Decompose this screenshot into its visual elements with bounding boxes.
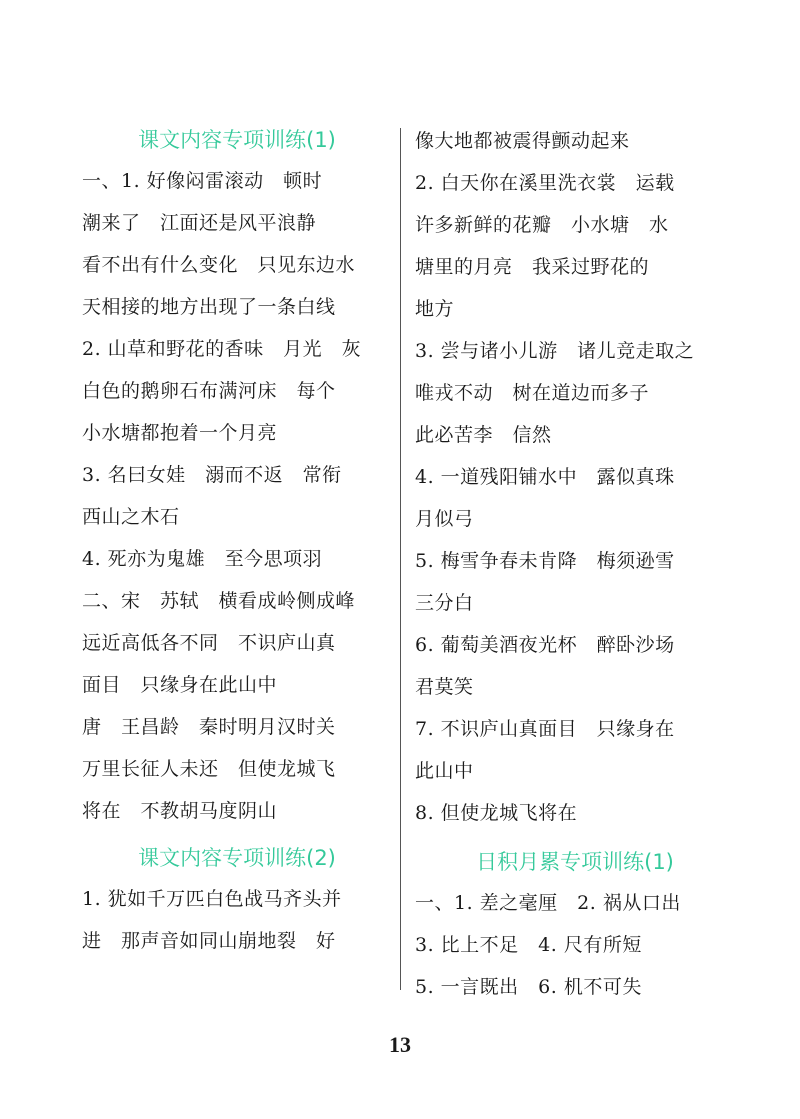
- answer-line: 3. 比上不足 4. 尺有所短: [415, 934, 642, 956]
- answer-line: 一、1. 差之毫厘 2. 祸从口出: [415, 892, 681, 914]
- answer-line: 3. 尝与诸小儿游 诸儿竞走取之: [415, 340, 695, 362]
- left-lines-1: [82, 160, 392, 832]
- answer-line: 像大地都被震得颤动起来: [415, 130, 630, 152]
- column-divider: [400, 128, 401, 990]
- section-heading-daily-accumulation: 日积月累专项训练(1): [476, 850, 674, 874]
- answer-line: 潮来了 江面还是风平浪静: [82, 212, 317, 234]
- answer-line: 5. 梅雪争春未肯降 梅须逊雪: [415, 550, 675, 572]
- answer-line: 4. 一道残阳铺水中 露似真珠: [415, 466, 675, 488]
- page-number: 13: [389, 1032, 411, 1057]
- answer-line: 3. 名曰女娃 溺而不返 常衔: [82, 464, 342, 486]
- answer-line: 塘里的月亮 我采过野花的: [415, 256, 650, 278]
- answer-line: 2. 白天你在溪里洗衣裳 运载: [415, 172, 675, 194]
- answer-line: 7. 不识庐山真面目 只缘身在: [415, 718, 675, 740]
- left-column: [82, 120, 392, 962]
- answer-line: 8. 但使龙城飞将在: [415, 802, 578, 824]
- answer-line: 远近高低各不同 不识庐山真: [82, 632, 336, 654]
- answer-line: 白色的鹅卵石布满河床 每个: [82, 380, 336, 402]
- answer-line: 地方: [415, 298, 455, 320]
- right-column: [415, 120, 735, 1008]
- answer-line: 将在 不教胡马度阴山: [82, 800, 278, 822]
- answer-line: 月似弓: [415, 508, 474, 530]
- answer-line: 6. 葡萄美酒夜光杯 醉卧沙场: [415, 634, 675, 656]
- answer-line: 天相接的地方出现了一条白线: [82, 296, 336, 318]
- answer-line: 2. 山草和野花的香味 月光 灰: [82, 338, 362, 360]
- answer-line: 看不出有什么变化 只见东边水: [82, 254, 356, 276]
- answer-line: 5. 一言既出 6. 机不可失: [415, 976, 642, 998]
- left-lines-2: [82, 878, 392, 962]
- answer-line: 三分白: [415, 592, 474, 614]
- answer-line: 西山之木石: [82, 506, 180, 528]
- answer-line: 4. 死亦为鬼雄 至今思项羽: [82, 548, 323, 570]
- answer-line: 唯戎不动 树在道边而多子: [415, 382, 650, 404]
- right-lines-2: [415, 882, 735, 1008]
- answer-line: 二、宋 苏轼 横看成岭侧成峰: [82, 590, 356, 612]
- answer-line: 许多新鲜的花瓣 小水塘 水: [415, 214, 669, 236]
- answer-line: 万里长征人未还 但使龙城飞: [82, 758, 336, 780]
- answer-line: 一、1. 好像闷雷滚动 顿时: [82, 170, 323, 192]
- answer-line: 唐 王昌龄 秦时明月汉时关: [82, 716, 336, 738]
- answer-line: 1. 犹如千万匹白色战马齐头并: [82, 888, 342, 910]
- answer-line: 此必苦李 信然: [415, 424, 552, 446]
- section-heading-text-content-2: 课文内容专项训练(2): [138, 846, 336, 870]
- answer-line: 君莫笑: [415, 676, 474, 698]
- right-lines-1: [415, 120, 735, 834]
- answer-line: 此山中: [415, 760, 474, 782]
- section-heading-text-content-1: 课文内容专项训练(1): [138, 128, 336, 152]
- answer-line: 进 那声音如同山崩地裂 好: [82, 930, 336, 952]
- answer-line: 小水塘都抱着一个月亮: [82, 422, 278, 444]
- answer-line: 面目 只缘身在此山中: [82, 674, 278, 696]
